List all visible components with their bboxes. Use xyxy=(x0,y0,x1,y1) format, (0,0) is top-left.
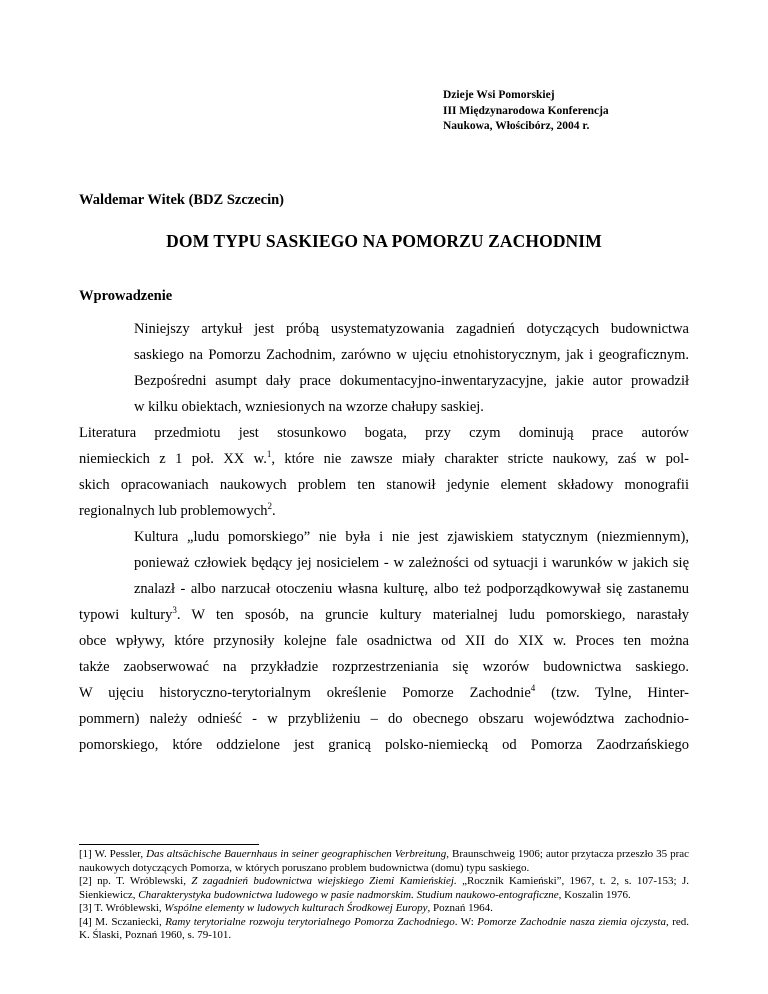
footnote-text: , Koszalin 1976. xyxy=(558,888,631,901)
footnote-number: [3] xyxy=(79,902,92,914)
footnote-title: Wspólne elementy w ludowych kulturach Środkowej Europy xyxy=(164,902,428,914)
text-line: obce wpływy, które przynosiły kolejne fale osadnictwa od XII do XIX w. Proces ten można xyxy=(79,633,689,649)
footnote-number: [4] xyxy=(79,915,92,928)
footnote-text: , red. K. Ślaski, Poznań 1960, s. 79-101. xyxy=(79,915,689,941)
footnote-text: W. Pessler, xyxy=(91,848,147,860)
footnote-4 xyxy=(79,916,689,943)
article-title: DOM TYPU SASKIEGO NA POMORZU ZACHODNIM xyxy=(166,231,602,251)
footnote-ref-2[interactable]: 2 xyxy=(267,501,272,512)
footnote-2 xyxy=(79,875,689,902)
paragraph-2 xyxy=(79,420,689,524)
text-fragment: (tzw. Tylne, Hinter- xyxy=(535,685,690,701)
footnote-text: Braunschweig 1906; autor przytacza przeszło 35 prac naukowych dotyczących Pomorza, w których poruszano problem budownictwa (domu) typu saskiego. xyxy=(79,848,689,874)
text-line: Niniejszy artykuł jest próbą usystematyzowania zagadnień dotyczących budownictwa xyxy=(134,321,689,337)
footnote-ref-4[interactable]: 4 xyxy=(530,683,536,694)
text-line: także zaobserwować na przykładzie rozprzestrzeniania się wzorów budownictwa saskiego. xyxy=(79,659,689,675)
conference-line-2: III Międzynarodowa Konferencja xyxy=(443,104,609,117)
conference-info xyxy=(443,88,609,135)
paragraph-1 xyxy=(79,316,689,420)
text-line: pommern) należy odnieść - w przybliżeniu – do obecnego obszaru województwa zachodnio- xyxy=(79,711,689,727)
text-line: w kilku obiektach, wzniesionych na wzorze chałupy saskiej. xyxy=(134,399,484,415)
footnote-title: Charakterystyka budownictwa ludowego w pasie nadmorskim. Studium naukowo-entograficzne xyxy=(138,888,559,901)
footnote-text: „Rocznik Kamieński”, 1967, t. 2, s. 107-153; J. Sienkiewicz, xyxy=(79,875,689,901)
text-line: skich opracowaniach naukowych problem ten stanowił jedynie element składowy monografii xyxy=(79,477,689,493)
text-line: ponieważ człowiek będący jej nosicielem - w zależności od sytuacji i warunków w jakich się xyxy=(134,555,689,571)
text-fragment: typowi kultury xyxy=(79,607,173,623)
footnote-title: Pomorze Zachodnie nasza ziemia ojczysta xyxy=(477,915,666,928)
text-line xyxy=(79,446,689,472)
footnote-ref-3[interactable]: 3 xyxy=(172,605,177,616)
footnote-title: Das altsächische Bauernhaus in seiner geographischen Verbreitung, xyxy=(146,848,450,860)
text-line: Bezpośredni asumpt dały prace dokumentacyjno-inwentaryzacyjne, jakie autor prowadził xyxy=(134,373,689,389)
author-line: Waldemar Witek (BDZ Szczecin) xyxy=(79,192,284,208)
text-line xyxy=(79,602,689,628)
text-line: znalazł - albo narzucał otoczeniu własna kulturę, albo też podporządkowywał się zastanemu xyxy=(134,581,689,597)
footnotes xyxy=(79,848,689,943)
footnote-text: , Poznań 1964. xyxy=(427,902,493,914)
conference-line-3: Naukowa, Włościbórz, 2004 r. xyxy=(443,120,590,132)
footnote-text: . W: xyxy=(454,915,478,928)
footnote-ref-1[interactable]: 1 xyxy=(266,449,272,460)
article-body xyxy=(79,316,689,758)
section-heading: Wprowadzenie xyxy=(79,288,173,304)
text-fragment: regionalnych lub problemowych xyxy=(79,503,268,519)
footnote-number: [2] xyxy=(79,875,92,887)
text-line: saskiego na Pomorzu Zachodnim, zarówno w ujęciu etnohistorycznym, jak i geograficznym. xyxy=(134,347,689,363)
text-fragment: . xyxy=(271,503,276,519)
footnote-3 xyxy=(79,902,689,916)
text-line: Kultura „ludu pomorskiego” nie była i nie jest zjawiskiem statycznym (niezmiennym), xyxy=(134,529,689,545)
text-fragment: W ujęciu historyczno-terytorialnym określenie Pomorze Zachodnie xyxy=(79,685,531,701)
footnote-divider xyxy=(79,844,259,845)
text-line xyxy=(79,680,689,706)
footnote-text: T. Wróblewski, xyxy=(91,902,165,914)
paragraph-3 xyxy=(79,524,689,758)
footnote-title: Z zagadnień budownictwa wiejskiego Ziemi Kamieńskiej. xyxy=(191,875,457,887)
footnote-text: M. Sczaniecki, xyxy=(91,915,166,928)
text-fragment: , które nie zawsze miały charakter stricte naukowy, zaś w pol- xyxy=(271,451,689,467)
text-line xyxy=(79,498,689,524)
footnote-text: np. T. Wróblewski, xyxy=(91,875,192,887)
footnote-title: Ramy terytorialne rozwoju terytorialnego Pomorza Zachodniego xyxy=(165,915,455,928)
text-line: Literatura przedmiotu jest stosunkowo bogata, przy czym dominują prace autorów xyxy=(79,425,689,441)
text-fragment: niemieckich z 1 poł. XX w. xyxy=(79,451,267,467)
footnote-number: [1] xyxy=(79,848,92,860)
footnote-1 xyxy=(79,848,689,875)
text-fragment: . W ten sposób, na gruncie kultury materialnej ludu pomorskiego, narastały xyxy=(176,607,689,623)
conference-line-1: Dzieje Wsi Pomorskiej xyxy=(443,89,555,101)
text-line: pomorskiego, które oddzielone jest granicą polsko-niemiecką od Pomorza Zaodrzańskiego xyxy=(79,737,689,753)
